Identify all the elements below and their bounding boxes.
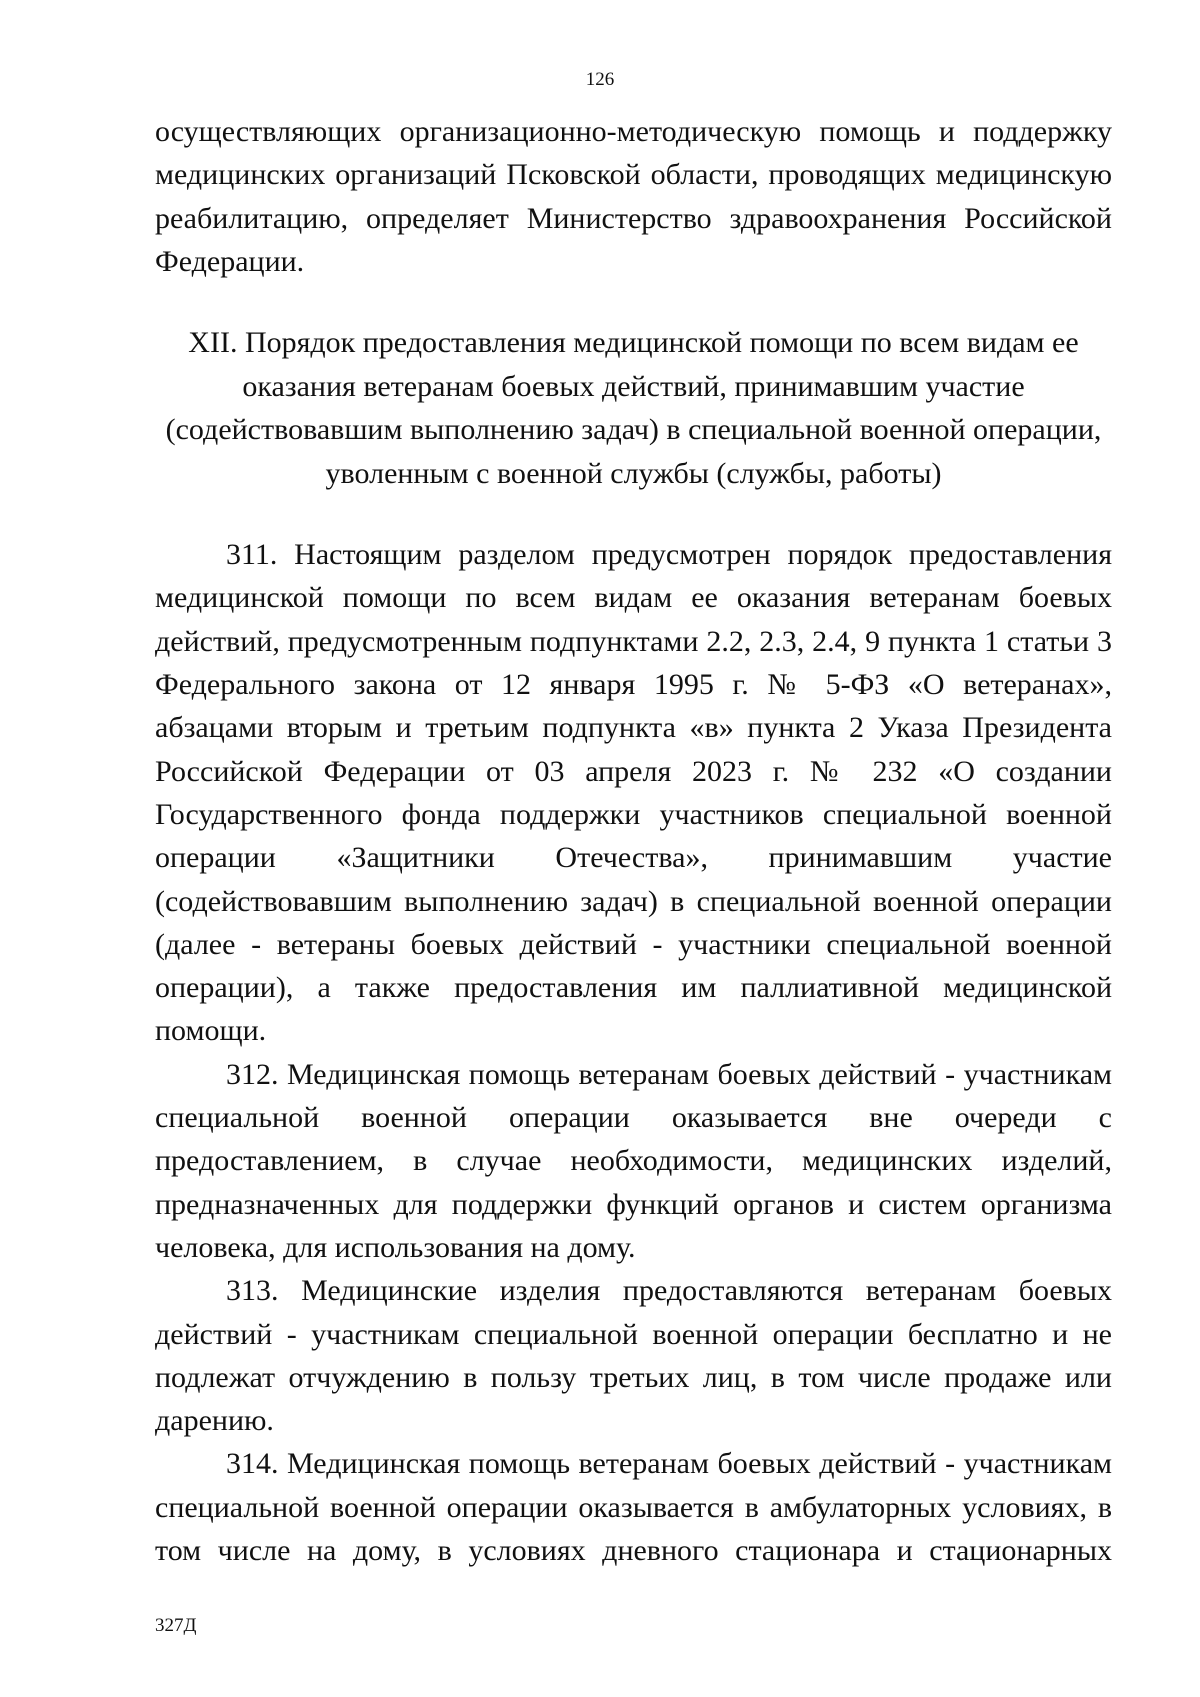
intro-paragraph: осуществляющих организационно-методическую помощь и поддержку медицинских организаций Псковской области, проводящих медицинскую реабилитацию, определяет Министерство здравоохранения Российской Федерации. xyxy=(155,115,1112,278)
section-heading-line: (содействовавшим выполнению задач) в специальной военной операции, xyxy=(165,413,1102,447)
section-heading-line: уволенным с военной службы (службы, работы) xyxy=(325,456,942,490)
page-number: 126 xyxy=(585,69,615,90)
paragraph-313: 313. Медицинские изделия предоставляются ветеранам боевых действий - участникам специальной военной операции бесплатно и не подлежат отчуждению в пользу третьих лиц, в том числе продаже или дарению. xyxy=(155,1274,1112,1438)
paragraph-314: 314. Медицинская помощь ветеранам боевых действий - участникам специальной военной операции оказывается в амбулаторных условиях, в том числе на дому, в условиях дневного стационара и стационарных xyxy=(155,1447,1112,1568)
paragraph-312: 312. Медицинская помощь ветеранам боевых действий - участникам специальной военной операции оказывается вне очереди с предоставлением, в случае необходимости, медицинских изделий, предназначенных для поддержки функций органов и систем организма человека, для использования на дому. xyxy=(155,1057,1112,1264)
section-heading-line: оказания ветеранам боевых действий, принимавшим участие xyxy=(242,369,1025,403)
footer-document-code: 327Д xyxy=(155,1615,197,1636)
document-body xyxy=(155,110,1112,1572)
paragraph-311: 311. Настоящим разделом предусмотрен порядок предоставления медицинской помощи по всем видам ее оказания ветеранам боевых действий, предусмотренным подпунктами 2.2, 2.3, 2.4, 9 пункта 1 статьи 3 Федерального закона от 12 января 1995 г. № 5-ФЗ «О ветеранах», абзацами вторым и третьим подпункта «в» пункта 2 Указа Президента Российской Федерации от 03 апреля 2023 г. № 232 «О создании Государственного фонда поддержки участников специальной военной операции «Защитники Отечества», принимавшим участие (содействовавшим выполнению задач) в специальной военной операции (далее - ветераны боевых действий - участники специальной военной операции), а также предоставления им паллиативной медицинской помощи. xyxy=(155,538,1112,1048)
section-heading xyxy=(155,321,1112,495)
section-heading-line: XII. Порядок предоставления медицинской помощи по всем видам ее xyxy=(188,326,1079,360)
